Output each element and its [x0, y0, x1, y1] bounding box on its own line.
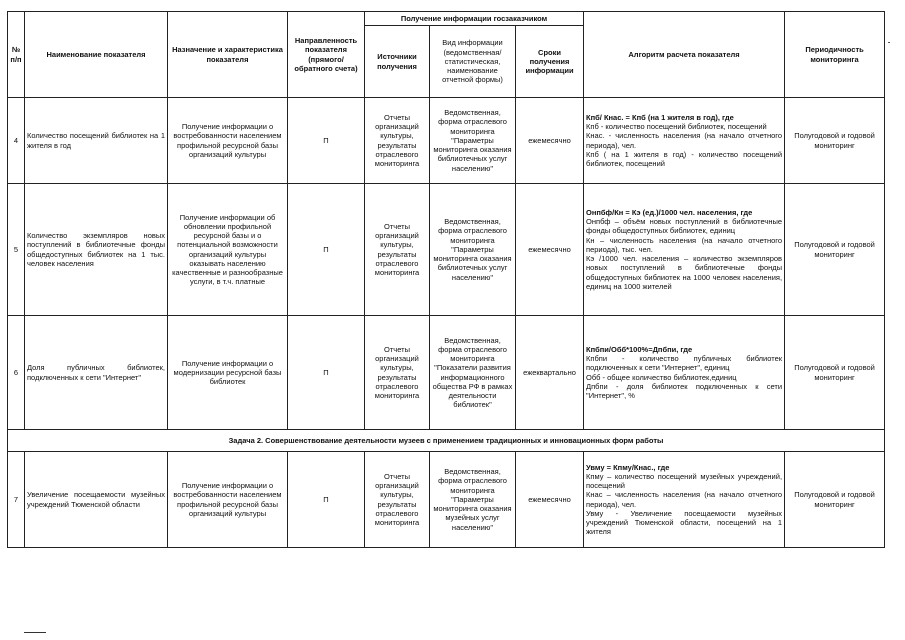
row-periodicity: Полугодовой и годовой мониторинг [785, 316, 885, 430]
table-row [8, 452, 885, 548]
row-name: Количество посещений библиотек на 1 жителя в год [25, 98, 168, 184]
scan-artifact-line [24, 632, 46, 633]
row-algorithm [584, 452, 785, 548]
algorithm-line: Увму - Увеличение посещаемости музейных учреждений Тюменской области, посещений на 1 жителя [586, 508, 783, 537]
task-row [8, 430, 885, 452]
table-row [8, 184, 885, 316]
algorithm-line: Онпбф – объём новых поступлений в библиотечные фонды общедоступных библиотек, единиц [586, 217, 783, 236]
row-sources: Отчеты организаций культуры, результаты отраслевого мониторинга [365, 316, 430, 430]
table-row [8, 316, 885, 430]
header-group: Получение информации госзаказчиком [365, 12, 584, 26]
row-purpose: Получение информации об обновлении профильной ресурсной базы и о потенциальной возможности организаций культуры оказывать населению качественные и разнообразные услуги, в т.ч. платные [168, 184, 288, 316]
row-direction: П [288, 98, 365, 184]
row-deadlines: ежемесячно [516, 184, 584, 316]
row-deadlines: ежемесячно [516, 452, 584, 548]
scan-artifact-dot [888, 42, 890, 43]
row-direction: П [288, 452, 365, 548]
row-algorithm [584, 316, 785, 430]
header-sources: Источники получения [365, 26, 430, 98]
header-info-type: Вид информации (ведомственная/ статистическая, наименование отчетной формы) [430, 26, 516, 98]
header-algorithm: Алгоритм расчета показателя [584, 12, 785, 98]
algorithm-formula: Увму = Кпму/Кнас., где [586, 462, 670, 472]
row-sources: Отчеты организаций культуры, результаты отраслевого мониторинга [365, 452, 430, 548]
row-algorithm [584, 184, 785, 316]
row-direction: П [288, 184, 365, 316]
row-sources: Отчеты организаций культуры, результаты отраслевого мониторинга [365, 98, 430, 184]
algorithm-line: Кнас. - численность населения (на начало отчетного периода), чел. [586, 131, 783, 150]
row-deadlines: ежеквартально [516, 316, 584, 430]
header-num: № п/п [8, 12, 25, 98]
algorithm-formula: Кпбпи/Обб*100%=Дпбпи, где [586, 344, 693, 354]
row-sources: Отчеты организаций культуры, результаты отраслевого мониторинга [365, 184, 430, 316]
row-name: Количество экземпляров новых поступлений в библиотечные фонды общедоступных библиотек на 1 тыс. человек населения [25, 184, 168, 316]
algorithm-formula: Кпб/ Кнас. = Кпб (на 1 жителя в год), где [586, 112, 734, 122]
header-deadlines: Сроки получения информации [516, 26, 584, 98]
algorithm-formula: Онпбф/Кн = Кэ (ед.)/1000 чел. населения, где [586, 208, 753, 218]
row-periodicity: Полугодовой и годовой мониторинг [785, 98, 885, 184]
row-info-type: Ведомственная, форма отраслевого мониторинга "Показатели развития информационного общества РФ в рамках деятельности библиотек" [430, 316, 516, 430]
row-info-type: Ведомственная, форма отраслевого мониторинга "Параметры мониторинга оказания библиотечных услуг населению" [430, 184, 516, 316]
row-info-type: Ведомственная, форма отраслевого мониторинга "Параметры мониторинга оказания музейных услуг населению" [430, 452, 516, 548]
row-purpose: Получение информации о востребованности населением профильной ресурсной базы организаций культуры [168, 452, 288, 548]
algorithm-line: Кнас – численность населения (на начало отчетного периода), чел. [586, 490, 783, 509]
row-periodicity: Полугодовой и годовой мониторинг [785, 452, 885, 548]
algorithm-line: Дпбпи - доля библиотек подключенных к сети "Интернет", % [586, 381, 783, 400]
row-num: 5 [8, 184, 25, 316]
row-purpose: Получение информации о востребованности населением профильной ресурсной базы организаций культуры [168, 98, 288, 184]
header-periodicity: Периодичность мониторинга [785, 12, 885, 98]
algorithm-line: Кпбпи - количество публичных библиотек подключенных к сети "Интернет", единиц [586, 354, 783, 373]
algorithm-line: Обб - общее количество библиотек,единиц [586, 372, 737, 382]
table-row [8, 98, 885, 184]
row-name: Доля публичных библиотек, подключенных к сети "Интернет" [25, 316, 168, 430]
row-info-type: Ведомственная, форма отраслевого мониторинга "Параметры мониторинга оказания библиотечных услуг населению" [430, 98, 516, 184]
algorithm-line: Кэ /1000 чел. населения – количество экземпляров новых поступлений в библиотечные фонды общедоступных библиотек на 1000 человек населения, единиц на 1000 жителей [586, 254, 783, 291]
task-heading: Задача 2. Совершенствование деятельности музеев с применением традиционных и инновационных форм работы [8, 430, 885, 452]
algorithm-line: Кпб - количество посещений библиотек, посещений [586, 122, 767, 132]
row-deadlines: ежемесячно [516, 98, 584, 184]
row-algorithm [584, 98, 785, 184]
algorithm-line: Кн – численность населения (на начало отчетного периода), тыс. чел. [586, 235, 783, 254]
row-direction: П [288, 316, 365, 430]
row-purpose: Получение информации о модернизации ресурсной базы библиотек [168, 316, 288, 430]
algorithm-line: Кпму – количество посещений музейных учреждений, посещений [586, 471, 783, 491]
row-num: 4 [8, 98, 25, 184]
header-name: Наименование показателя [25, 12, 168, 98]
header-direction: Направленность показателя (прямого/ обратного счета) [288, 12, 365, 98]
row-num: 6 [8, 316, 25, 430]
row-num: 7 [8, 452, 25, 548]
header-purpose: Назначение и характеристика показателя [168, 12, 288, 98]
monitoring-table [7, 11, 885, 548]
algorithm-line: Кпб ( на 1 жителя в год) - количество посещений библиотек, посещений [586, 149, 783, 168]
row-periodicity: Полугодовой и годовой мониторинг [785, 184, 885, 316]
row-name: Увеличение посещаемости музейных учреждений Тюменской области [25, 452, 168, 548]
